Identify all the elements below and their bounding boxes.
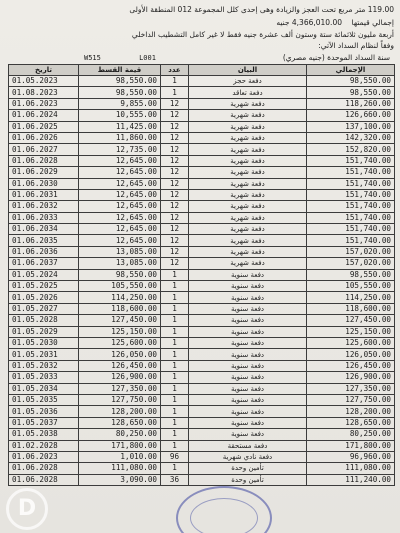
table-row: [9, 281, 395, 292]
cell-count: 1: [161, 360, 189, 371]
cell-description: دفعة حجز: [189, 76, 307, 87]
cell-date: 01.06.2027: [9, 144, 79, 155]
cell-date: 01.05.2028: [9, 315, 79, 326]
cell-count: 12: [161, 121, 189, 132]
cell-count: 1: [161, 406, 189, 417]
table-row: [9, 292, 395, 303]
cell-installment: 9,855.00: [79, 98, 161, 109]
table-row: [9, 349, 395, 360]
cell-date: 01.06.2035: [9, 235, 79, 246]
cell-installment: 98,550.00: [79, 87, 161, 98]
cell-date: 01.06.2028: [9, 474, 79, 485]
cell-date: 01.05.2036: [9, 406, 79, 417]
table-row: [9, 394, 395, 405]
cell-count: 1: [161, 463, 189, 474]
table-row: [9, 110, 395, 121]
cell-count: 1: [161, 394, 189, 405]
cell-total: 151,740.00: [307, 178, 395, 189]
area-number: 119.00: [367, 5, 394, 14]
cell-count: 1: [161, 326, 189, 337]
header-line-2: [6, 17, 394, 28]
cell-count: 1: [161, 281, 189, 292]
cell-date: 01.06.2028: [9, 155, 79, 166]
cell-date: 01.06.2034: [9, 224, 79, 235]
table-row: [9, 337, 395, 348]
table-row: [9, 372, 395, 383]
cell-date: 01.05.2035: [9, 394, 79, 405]
cell-description: دفعة شهرية: [189, 178, 307, 189]
cell-description: دفعة سنوية: [189, 281, 307, 292]
table-row: [9, 144, 395, 155]
cell-count: 12: [161, 258, 189, 269]
cell-date: 01.05.2030: [9, 337, 79, 348]
table-body: [9, 76, 395, 486]
table-row: [9, 474, 395, 485]
table-row: [9, 76, 395, 87]
cell-date: 01.05.2029: [9, 326, 79, 337]
cell-description: دفعة سنوية: [189, 326, 307, 337]
cell-count: 1: [161, 303, 189, 314]
cell-installment: 12,645.00: [79, 178, 161, 189]
cell-description: دفعة سنوية: [189, 383, 307, 394]
cell-date: 01.06.2028: [9, 463, 79, 474]
cell-installment: 105,550.00: [79, 281, 161, 292]
cell-installment: 111,080.00: [79, 463, 161, 474]
cell-installment: 98,550.00: [79, 76, 161, 87]
cell-date: 01.06.2023: [9, 451, 79, 462]
cell-total: 96,960.00: [307, 451, 395, 462]
table-row: [9, 87, 395, 98]
cell-total: 118,600.00: [307, 303, 395, 314]
cell-total: 151,740.00: [307, 235, 395, 246]
cell-date: 01.05.2024: [9, 269, 79, 280]
cell-description: دفعة سنوية: [189, 372, 307, 383]
cell-description: دفعة سنوية: [189, 349, 307, 360]
cell-total: 151,740.00: [307, 189, 395, 200]
cell-count: 12: [161, 224, 189, 235]
cell-installment: 1,010.00: [79, 451, 161, 462]
cell-installment: 126,050.00: [79, 349, 161, 360]
cell-date: 01.06.2030: [9, 178, 79, 189]
cell-date: 01.06.2026: [9, 132, 79, 143]
cell-date: 01.05.2037: [9, 417, 79, 428]
col-header-description: البيان: [189, 65, 307, 76]
table-row: [9, 303, 395, 314]
cell-installment: 98,550.00: [79, 269, 161, 280]
cell-total: 128,200.00: [307, 406, 395, 417]
cell-description: دفعة شهرية: [189, 201, 307, 212]
col-header-count: عدد: [161, 65, 189, 76]
col-header-date: تاريخ: [9, 65, 79, 76]
cell-installment: 12,645.00: [79, 201, 161, 212]
cell-installment: 126,900.00: [79, 372, 161, 383]
cell-description: دفعة شهرية: [189, 235, 307, 246]
cell-installment: 114,250.00: [79, 292, 161, 303]
table-row: [9, 121, 395, 132]
cell-description: دفعة تعاقد: [189, 87, 307, 98]
cell-total: 127,750.00: [307, 394, 395, 405]
cell-description: دفعة سنوية: [189, 269, 307, 280]
cell-count: 12: [161, 144, 189, 155]
table-row: [9, 360, 395, 371]
cell-description: دفعة شهرية: [189, 212, 307, 223]
cell-description: دفعة سنوية: [189, 394, 307, 405]
table-row: [9, 417, 395, 428]
total-unit: جنيه: [276, 18, 290, 27]
cell-count: 1: [161, 292, 189, 303]
cell-date: 01.05.2033: [9, 372, 79, 383]
unit-codes: [84, 53, 234, 63]
cell-installment: 127,350.00: [79, 383, 161, 394]
cell-total: 98,550.00: [307, 76, 395, 87]
cell-installment: 125,600.00: [79, 337, 161, 348]
table-row: [9, 269, 395, 280]
table-row: [9, 451, 395, 462]
table-row: [9, 326, 395, 337]
table-row: [9, 246, 395, 257]
watermark-logo-icon: D: [6, 488, 48, 530]
official-stamp-inner-ring: [190, 498, 258, 533]
table-row: [9, 132, 395, 143]
table-row: [9, 258, 395, 269]
cell-date: 01.06.2024: [9, 110, 79, 121]
header-line-3: [6, 29, 394, 40]
cell-description: دفعة شهرية: [189, 98, 307, 109]
cell-description: دفعة شهرية: [189, 167, 307, 178]
table-row: [9, 201, 395, 212]
cell-date: 01.06.2036: [9, 246, 79, 257]
table-row: [9, 189, 395, 200]
cell-total: 157,020.00: [307, 258, 395, 269]
cell-total: 114,250.00: [307, 292, 395, 303]
cell-date: 01.02.2028: [9, 440, 79, 451]
official-stamp: [176, 486, 272, 533]
amount-in-words: أربعة مليون ثلاثمائة ستة وستون ألف عشرة جنيه فقط لا غير كامل التشطيب الداخلي: [131, 30, 394, 39]
area-description: متر مربع تحت العجز والزيادة وهى إحدى كلل المجموعة 012 المنطقة الأولى: [129, 5, 366, 14]
cell-count: 1: [161, 440, 189, 451]
cell-description: دفعة شهرية: [189, 110, 307, 121]
cell-count: 12: [161, 201, 189, 212]
cell-count: 36: [161, 474, 189, 485]
cell-installment: 3,090.00: [79, 474, 161, 485]
cell-date: 01.05.2025: [9, 281, 79, 292]
cell-count: 1: [161, 429, 189, 440]
cell-count: 1: [161, 417, 189, 428]
cell-installment: 171,800.00: [79, 440, 161, 451]
cell-total: 126,450.00: [307, 360, 395, 371]
cell-description: دفعة شهرية: [189, 189, 307, 200]
cell-date: 01.06.2025: [9, 121, 79, 132]
cell-installment: 12,735.00: [79, 144, 161, 155]
cell-description: تأمين وحدة: [189, 474, 307, 485]
cell-installment: 128,650.00: [79, 417, 161, 428]
cell-total: 157,020.00: [307, 246, 395, 257]
cell-description: دفعة مستحقة: [189, 440, 307, 451]
cell-installment: 127,750.00: [79, 394, 161, 405]
cell-description: دفعة سنوية: [189, 337, 307, 348]
table-row: [9, 178, 395, 189]
table-row: [9, 463, 395, 474]
cell-installment: 12,645.00: [79, 189, 161, 200]
cell-installment: 12,645.00: [79, 212, 161, 223]
cell-count: 12: [161, 246, 189, 257]
cell-count: 12: [161, 189, 189, 200]
cell-description: دفعة شهرية: [189, 155, 307, 166]
cell-date: 01.08.2023: [9, 87, 79, 98]
cell-total: 111,080.00: [307, 463, 395, 474]
header-line-1: [6, 4, 394, 15]
cell-installment: 125,150.00: [79, 326, 161, 337]
payment-system-intro: وفقاً لنظام السداد الآتي:: [318, 41, 394, 50]
cell-total: 142,320.00: [307, 132, 395, 143]
cell-total: 171,800.00: [307, 440, 395, 451]
total-amount: 4,366,010.00: [291, 18, 342, 27]
cell-total: 125,600.00: [307, 337, 395, 348]
cell-description: دفعة سنوية: [189, 303, 307, 314]
cell-count: 12: [161, 235, 189, 246]
cell-count: 1: [161, 337, 189, 348]
table-row: [9, 440, 395, 451]
cell-total: 151,740.00: [307, 212, 395, 223]
cell-description: دفعة سنوية: [189, 292, 307, 303]
table-row: [9, 224, 395, 235]
cell-count: 12: [161, 98, 189, 109]
table-header-row: [9, 65, 395, 76]
cell-total: 151,740.00: [307, 201, 395, 212]
cell-installment: 12,645.00: [79, 167, 161, 178]
cell-count: 1: [161, 349, 189, 360]
cell-total: 151,740.00: [307, 155, 395, 166]
cell-installment: 12,645.00: [79, 155, 161, 166]
cell-count: 12: [161, 110, 189, 121]
cell-installment: 128,200.00: [79, 406, 161, 417]
cell-count: 1: [161, 87, 189, 98]
table-row: [9, 406, 395, 417]
cell-count: 12: [161, 178, 189, 189]
cell-count: 12: [161, 155, 189, 166]
cell-total: 127,350.00: [307, 383, 395, 394]
cell-count: 12: [161, 132, 189, 143]
table-row: [9, 98, 395, 109]
cell-count: 12: [161, 167, 189, 178]
cell-count: 1: [161, 383, 189, 394]
cell-installment: 80,250.00: [79, 429, 161, 440]
cell-date: 01.06.2032: [9, 201, 79, 212]
cell-total: 111,240.00: [307, 474, 395, 485]
cell-description: دفعة شهرية: [189, 224, 307, 235]
cell-installment: 13,085.00: [79, 246, 161, 257]
cell-installment: 12,645.00: [79, 235, 161, 246]
cell-count: 1: [161, 372, 189, 383]
cell-total: 151,740.00: [307, 224, 395, 235]
cell-installment: 10,555.00: [79, 110, 161, 121]
cell-description: دفعة شهرية: [189, 121, 307, 132]
cell-date: 01.06.2029: [9, 167, 79, 178]
cell-description: دفعة سنوية: [189, 406, 307, 417]
cell-date: 01.05.2034: [9, 383, 79, 394]
cell-total: 98,550.00: [307, 87, 395, 98]
table-row: [9, 155, 395, 166]
cell-date: 01.05.2026: [9, 292, 79, 303]
cell-description: دفعة نادي شهرية: [189, 451, 307, 462]
cell-total: 127,450.00: [307, 315, 395, 326]
cell-description: دفعة شهرية: [189, 144, 307, 155]
col-header-installment: قيمة القسط: [79, 65, 161, 76]
cell-total: 128,650.00: [307, 417, 395, 428]
cell-installment: 11,860.00: [79, 132, 161, 143]
cell-description: دفعة سنوية: [189, 315, 307, 326]
total-label: إجمالي قيمتها: [351, 18, 394, 27]
cell-count: 96: [161, 451, 189, 462]
cell-total: 126,660.00: [307, 110, 395, 121]
cell-total: 80,250.00: [307, 429, 395, 440]
table-row: [9, 167, 395, 178]
cell-description: تأمين وحدة: [189, 463, 307, 474]
cell-date: 01.05.2023: [9, 76, 79, 87]
cell-count: 1: [161, 315, 189, 326]
cell-total: 152,820.00: [307, 144, 395, 155]
cell-total: 118,260.00: [307, 98, 395, 109]
cell-count: 1: [161, 269, 189, 280]
cell-date: 01.05.2027: [9, 303, 79, 314]
cell-installment: 126,450.00: [79, 360, 161, 371]
cell-description: دفعة شهرية: [189, 132, 307, 143]
section-label: سنة السداد الموحدة (جنيه مصري): [282, 53, 390, 62]
cell-total: 98,550.00: [307, 269, 395, 280]
table-row: [9, 315, 395, 326]
header-line-4: [6, 40, 394, 51]
cell-total: 137,100.00: [307, 121, 395, 132]
cell-description: دفعة شهرية: [189, 258, 307, 269]
cell-installment: 118,600.00: [79, 303, 161, 314]
table-row: [9, 429, 395, 440]
cell-total: 105,550.00: [307, 281, 395, 292]
cell-description: دفعة سنوية: [189, 360, 307, 371]
cell-installment: 127,450.00: [79, 315, 161, 326]
cell-installment: 13,085.00: [79, 258, 161, 269]
cell-description: دفعة سنوية: [189, 429, 307, 440]
table-row: [9, 235, 395, 246]
cell-installment: 11,425.00: [79, 121, 161, 132]
cell-total: 126,050.00: [307, 349, 395, 360]
cell-total: 126,900.00: [307, 372, 395, 383]
cell-installment: 12,645.00: [79, 224, 161, 235]
payment-schedule-table: [8, 64, 395, 486]
cell-total: 125,150.00: [307, 326, 395, 337]
cell-description: دفعة شهرية: [189, 246, 307, 257]
cell-date: 01.06.2023: [9, 98, 79, 109]
cell-total: 151,740.00: [307, 167, 395, 178]
cell-date: 01.05.2032: [9, 360, 79, 371]
cell-date: 01.05.2031: [9, 349, 79, 360]
cell-date: 01.06.2031: [9, 189, 79, 200]
cell-date: 01.06.2033: [9, 212, 79, 223]
cell-date: 01.06.2037: [9, 258, 79, 269]
cell-date: 01.05.2038: [9, 429, 79, 440]
unit-code-left: W515: [84, 54, 101, 62]
cell-count: 1: [161, 76, 189, 87]
table-row: [9, 383, 395, 394]
cell-count: 12: [161, 212, 189, 223]
cell-description: دفعة سنوية: [189, 417, 307, 428]
col-header-total: الإجمالي: [307, 65, 395, 76]
table-row: [9, 212, 395, 223]
unit-code-right: L001: [139, 54, 156, 62]
